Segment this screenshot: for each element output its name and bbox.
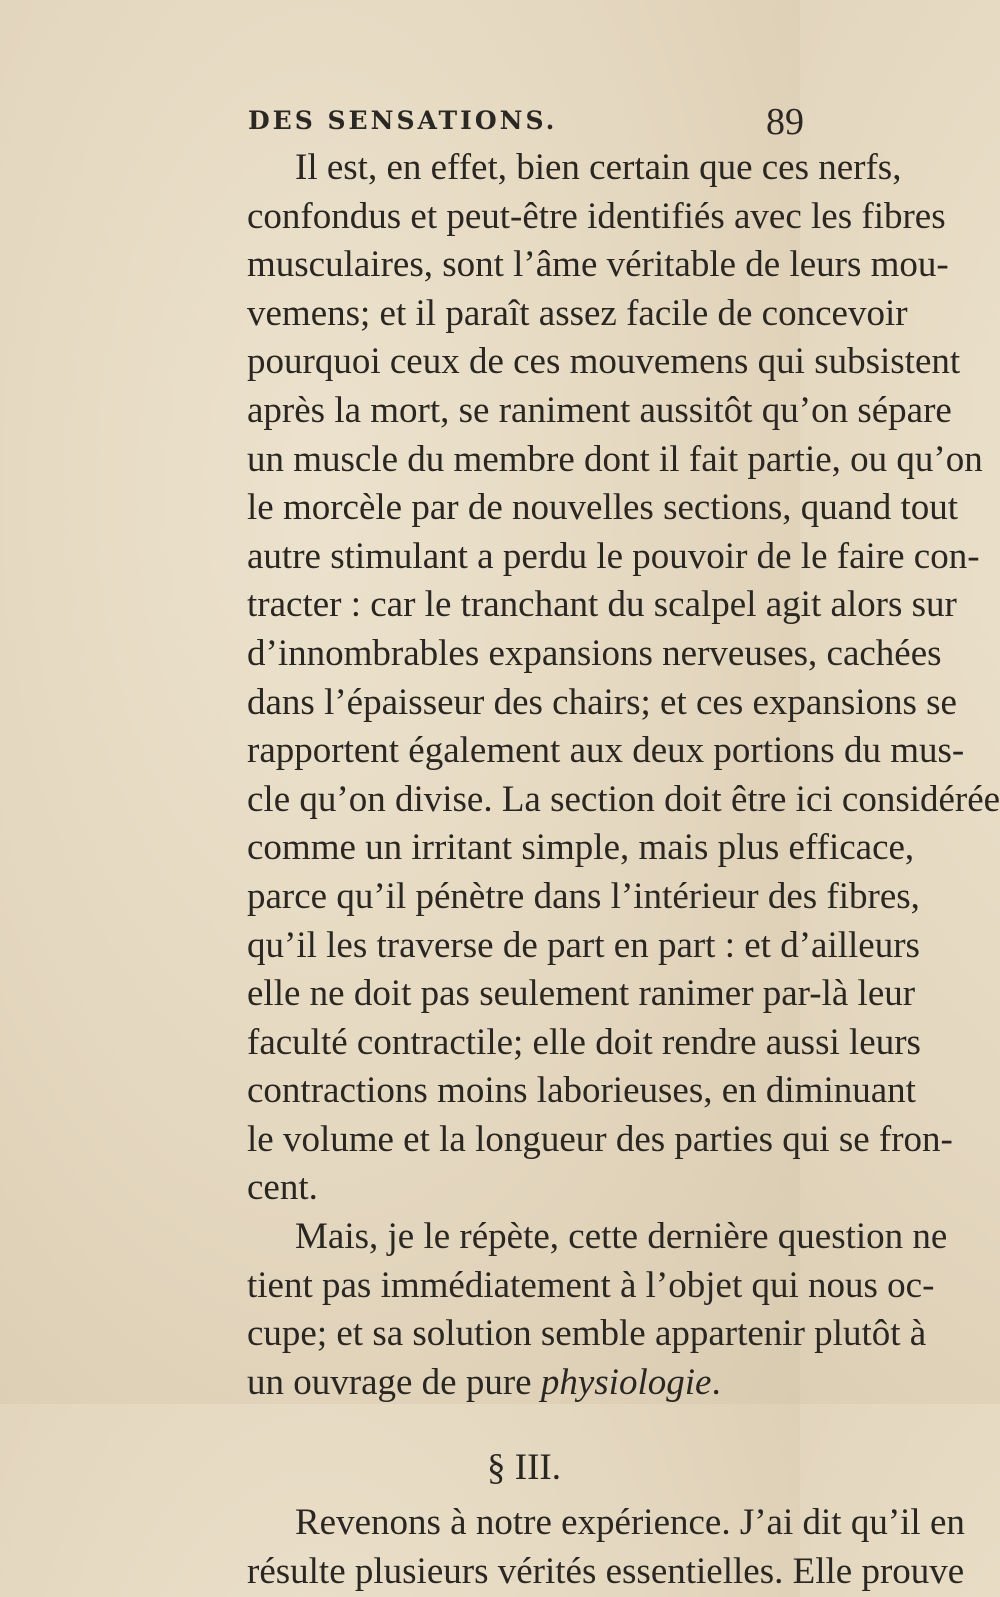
text-line: résulte plusieurs vérités essentielles. Elle prouve [247,1551,965,1593]
text-run: un ouvrage de pure [247,1361,541,1403]
running-head-title: DES SENSATIONS. [248,106,558,135]
text-line: parce qu’il pénètre dans l’intérieur des fibres, [247,875,920,917]
page-number: 89 [766,101,804,143]
spacer [247,1407,781,1437]
text-line: qu’il les traverse de part en part : et d’ailleurs [247,924,920,966]
text-line: Mais, je le répète, cette dernière question ne [295,1216,948,1258]
text-line: Il est, en effet, bien certain que ces nerfs, [295,147,902,188]
paragraph-1 [247,144,1000,1213]
text-line: autre stimulant a perdu le pouvoir de le faire con- [247,535,980,577]
text-line: comme un irritant simple, mais plus efficace, [247,827,915,869]
text-line: un muscle du membre dont il fait partie, ou qu’on [247,438,983,480]
body-text [247,144,1000,1597]
italic-term: physiologie [540,1361,712,1403]
text-run: . [711,1361,721,1403]
text-line: pourquoi ceux de ces mouvemens qui subsistent [247,341,961,383]
text-line: dans l’épaisseur des chairs; et ces expansions se [247,681,957,723]
paragraph-2 [247,1213,948,1407]
text-line: tracter : car le tranchant du scalpel agit alors sur [247,584,957,626]
text-line: contractions moins laborieuses, en diminuant [247,1070,916,1112]
text-line: musculaires, sont l’âme véritable de leurs mou- [247,244,949,286]
text-line: elle ne doit pas seulement ranimer par-là leur [247,973,916,1015]
text-line: le morcèle par de nouvelles sections, quand tout [247,487,959,529]
text-line: d’innombrables expansions nerveuses, cachées [247,632,942,674]
text-line: le volume et la longueur des parties qui se fron- [247,1118,953,1160]
text-line: confondus et peut-être identifiés avec les fibres [247,195,946,237]
running-head [248,100,804,144]
text-line: Revenons à notre expérience. J’ai dit qu’il en [295,1502,965,1544]
text-line: tient pas immédiatement à l’objet qui nous oc- [247,1264,935,1306]
text-line: cent. [247,1167,318,1209]
paragraph-3 [247,1499,965,1596]
text-line: faculté contractile; elle doit rendre aussi leurs [247,1021,921,1063]
text-line: rapportent également aux deux portions du mus- [247,730,965,772]
text-line: cle qu’on divise. La section doit être ici considérée [247,778,1000,820]
section-heading: § III. [487,1447,561,1489]
text-line: vemens; et il paraît assez facile de concevoir [247,292,908,334]
text-line: après la mort, se raniment aussitôt qu’on sépare [247,389,952,431]
text-line [247,1359,781,1408]
text-line: cupe; et sa solution semble appartenir plutôt à [247,1313,927,1355]
